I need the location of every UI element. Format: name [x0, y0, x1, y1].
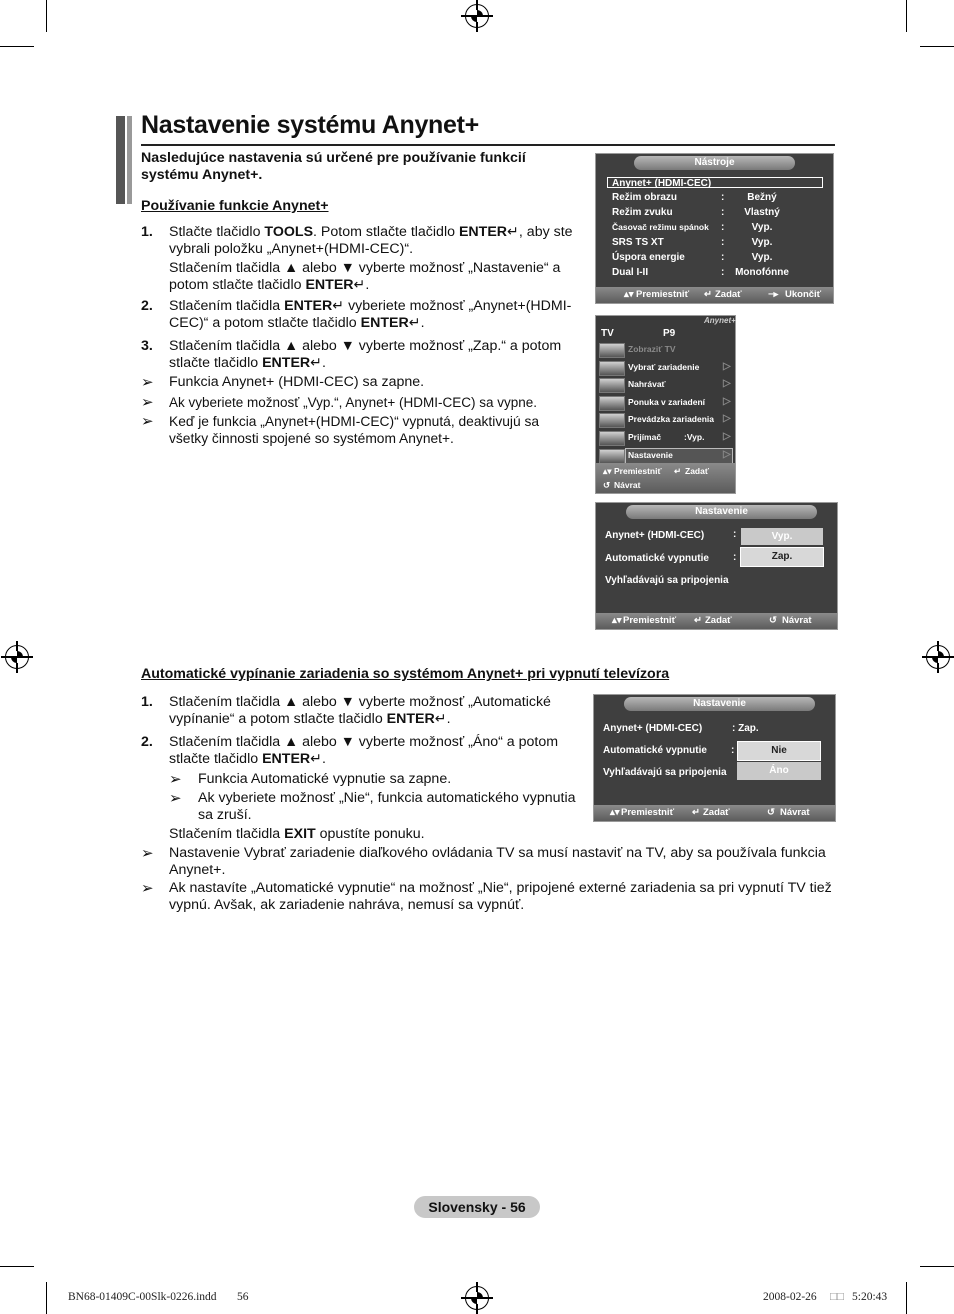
chevron-right-icon: ▷ — [723, 431, 731, 442]
section2-note: Ak nastavíte „Automatické vypnutie“ na možnosť „Nie“, pripojené externé zariadenia sa pri vypnutí TV tiež vypnú. Avšak, ak zariadenie nahráva, nemusí sa vypnúť. — [169, 880, 832, 913]
anynet-menu-item[interactable]: Ponuka v zariadení — [628, 396, 705, 407]
chevron-right-icon: ▷ — [723, 395, 731, 407]
enter-icon: ↵ — [353, 277, 366, 293]
enter-icon: ↵ — [704, 289, 712, 300]
enter-icon: ↵ — [332, 298, 345, 314]
osd-value-selected[interactable]: Zap. — [740, 547, 824, 567]
exit-icon: −▸ — [768, 289, 779, 300]
osd-row-colon: : — [721, 222, 725, 233]
osd-row-label: Anynet+ (HDMI-CEC) — [603, 723, 703, 734]
osd-row-value: Monofónne — [735, 267, 789, 278]
note-arrow-icon: ➢ — [141, 374, 154, 391]
note-arrow-icon: ➢ — [141, 845, 154, 862]
section2-step1: Stlačením tlačidla ▲ alebo ▼ vyberte možnosť „Automatické vypínanie“ a potom stlačte tlačidlo ENTER↵. — [169, 694, 551, 727]
crop-mark — [46, 0, 47, 32]
osd-row-label[interactable]: Vyhľadávajú sa pripojenia — [605, 575, 729, 586]
chevron-right-icon: ▷ — [723, 378, 731, 390]
osd-row-value: Vyp. — [751, 237, 773, 248]
note-arrow-icon: ➢ — [141, 394, 154, 411]
device-thumbnail-icon — [599, 378, 625, 393]
device-thumbnail-icon — [599, 361, 625, 376]
enter-icon: ↵ — [434, 711, 447, 727]
step-number: 2. — [141, 298, 153, 314]
section1-step1-cont: Stlačením tlačidla ▲ alebo ▼ vyberte možnosť „Nastavenie“ a potom stlačte tlačidlo ENTER↵. — [169, 260, 561, 293]
osd-channel: P9 — [663, 328, 676, 339]
registration-mark-icon — [926, 645, 950, 669]
section1-step2: Stlačením tlačidla ENTER↵ vyberiete možnosť „Anynet+(HDMI-CEC)“ a potom stlačte tlačidlo ENTER↵. — [169, 298, 572, 331]
osd-row-value: Bežný — [747, 192, 777, 203]
step-number: 1. — [141, 694, 153, 710]
device-thumbnail-icon — [599, 413, 625, 428]
osd-row-value: : Zap. — [732, 723, 759, 734]
enter-icon: ↵ — [674, 466, 682, 476]
page-number-badge: Slovensky - 56 — [414, 1196, 540, 1218]
section2-subnote: Ak vyberiete možnosť „Nie“, funkcia automatického vypnutia sa zruší. — [198, 790, 576, 823]
osd-footer: ▴▾ Premiestniť ↵ Zadať ↺ Návrat — [596, 613, 837, 629]
osd-row-colon: : — [721, 252, 725, 263]
enter-icon: ↵ — [310, 355, 323, 371]
section1-note: Keď je funkcia „Anynet+(HDMI-CEC)“ vypnutá, deaktivujú sa všetky činnosti spojené so systémom Anynet+. — [169, 414, 540, 446]
print-footer-marks: □□ — [830, 1291, 844, 1303]
section1-step3: Stlačením tlačidla ▲ alebo ▼ vyberte možnosť „Zap.“ a potom stlačte tlačidlo ENTER↵. — [169, 338, 562, 371]
device-thumbnail-icon — [599, 343, 625, 358]
crop-mark — [0, 46, 34, 47]
anynet-menu-item[interactable]: Prevádzka zariadenia — [628, 414, 714, 425]
osd-anynet-menu — [595, 315, 736, 494]
anynet-logo-icon: Anynet+ — [704, 316, 736, 325]
crop-mark — [920, 46, 954, 47]
note-arrow-icon: ➢ — [169, 771, 182, 788]
move-icon: ▴▾ — [612, 615, 622, 626]
section2-subnote: Funkcia Automatické vypnutie sa zapne. — [198, 771, 452, 787]
receiver-value: :Vyp. — [684, 432, 705, 442]
enter-icon: ↵ — [310, 751, 323, 767]
section1-step1: Stlačte tlačidlo TOOLS. Potom stlačte tlačidlo ENTER↵, aby ste vybrali položku „Anynet+(HDMI-CEC)“. — [169, 224, 573, 257]
osd-row-label: Automatické vypnutie — [603, 745, 707, 756]
return-icon: ↺ — [769, 615, 777, 626]
osd-tools-menu — [595, 153, 834, 304]
osd-setup-menu: Nastavenie Anynet+ (HDMI-CEC) : Zap. Automatické vypnutie : Nie Vyhľadávajú sa pripojenia Áno ▴▾ Premiestniť ↵ Zadať ↺ Návrat — [593, 694, 836, 822]
osd-row-label[interactable]: Režim zvuku — [612, 207, 673, 218]
crop-mark — [906, 0, 907, 32]
osd-tv-label: TV — [601, 328, 614, 339]
print-footer-page: 56 — [237, 1291, 249, 1303]
section2-heading: Automatické vypínanie zariadenia so systémom Anynet+ pri vypnutí televízora — [141, 666, 670, 682]
anynet-menu-item[interactable]: Vybrať zariadenie — [628, 361, 700, 372]
osd-row-colon: : — [721, 192, 725, 203]
osd-header: Nástroje — [634, 156, 795, 170]
section1-heading: Používanie funkcie Anynet+ — [141, 198, 329, 214]
device-thumbnail-icon — [599, 431, 625, 446]
osd-row-label[interactable]: SRS TS XT — [612, 237, 664, 248]
osd-footer: ▴▾ Premiestniť ↵ Zadať ↺ Návrat — [594, 805, 835, 821]
enter-icon: ↵ — [694, 615, 702, 626]
print-footer-date: 2008-02-26 — [763, 1291, 817, 1303]
osd-row-label[interactable]: Režim obrazu — [612, 192, 678, 203]
osd-row-label: Anynet+ (HDMI-CEC) — [605, 530, 705, 541]
osd-row-label: Automatické vypnutie — [605, 553, 709, 564]
registration-mark-icon — [465, 4, 489, 28]
osd-row-label[interactable]: Časovač režimu spánok — [612, 222, 709, 232]
chevron-right-icon: ▷ — [723, 413, 731, 425]
osd-row-colon: : — [721, 207, 725, 218]
crop-mark — [0, 1266, 34, 1267]
intro-text: Nasledujúce nastavenia sú určené pre používanie funkcií systému Anynet+. — [141, 150, 526, 183]
device-thumbnail-icon — [599, 396, 625, 411]
anynet-menu-item[interactable]: Nastavenie — [628, 449, 673, 460]
device-thumbnail-icon — [599, 449, 625, 464]
osd-row-label[interactable]: Úspora energie — [612, 252, 685, 263]
section1-note: Ak vyberiete možnosť „Vyp.“, Anynet+ (HDMI-CEC) sa vypne. — [169, 395, 538, 410]
return-icon: ↺ — [767, 807, 775, 818]
step-number: 3. — [141, 338, 153, 354]
osd-value-box[interactable]: Vyp. — [741, 528, 823, 545]
osd-row-colon: : — [721, 237, 725, 248]
crop-mark — [920, 1266, 954, 1267]
registration-mark-icon — [5, 645, 29, 669]
osd-header: Nastavenie — [624, 697, 815, 711]
step-number: 2. — [141, 734, 153, 750]
osd-row-value: Vyp. — [751, 222, 773, 233]
osd-row-label: Vyhľadávajú sa pripojenia — [603, 767, 727, 778]
osd-row-value: Vyp. — [751, 252, 773, 263]
anynet-menu-item[interactable]: Nahrávať — [628, 379, 666, 390]
osd-setup-menu: Nastavenie Anynet+ (HDMI-CEC) : Vyp. Automatické vypnutie : Zap. Vyhľadávajú sa pripojenia ▴▾ Premiestniť ↵ Zadať ↺ Návrat — [595, 502, 838, 630]
move-icon: ▴▾ — [624, 289, 634, 300]
osd-value-selected[interactable]: Nie — [737, 741, 821, 761]
note-arrow-icon: ➢ — [141, 413, 154, 430]
osd-row-value: Vlastný — [744, 207, 780, 218]
return-icon: ↺ — [603, 480, 611, 490]
move-icon: ▴▾ — [603, 466, 612, 476]
title-rule — [141, 144, 835, 146]
section1-note: Funkcia Anynet+ (HDMI-CEC) sa zapne. — [169, 374, 425, 390]
step-number: 1. — [141, 224, 153, 240]
osd-row-label[interactable]: Dual I-II — [612, 267, 649, 278]
section2-step2: Stlačením tlačidla ▲ alebo ▼ vyberte možnosť „Áno“ a potom stlačte tlačidlo ENTER↵. — [169, 734, 559, 767]
print-footer-time: 5:20:43 — [852, 1291, 888, 1303]
chevron-right-icon: ▷ — [723, 360, 731, 372]
enter-icon: ↵ — [408, 315, 421, 331]
title-accent-bar — [116, 116, 125, 204]
section2-exit: Stlačením tlačidla EXIT opustíte ponuku. — [169, 826, 425, 842]
osd-header: Nastavenie — [626, 505, 817, 519]
osd-selected-item[interactable]: Anynet+ (HDMI-CEC) — [607, 177, 823, 188]
anynet-menu-item[interactable]: Zobraziť TV — [628, 344, 676, 354]
osd-value-box[interactable]: Áno — [737, 762, 821, 780]
enter-icon: ↵ — [692, 807, 700, 818]
print-footer-file: BN68-01409C-00Slk-0226.indd — [68, 1291, 217, 1303]
anynet-menu-item[interactable]: Prijímač — [628, 432, 662, 442]
section2-note: Nastavenie Vybrať zariadenie diaľkového ovládania TV sa musí nastaviť na TV, aby sa používala funkcia Anynet+. — [169, 845, 826, 878]
crop-mark — [906, 1282, 907, 1314]
crop-mark — [46, 1282, 47, 1314]
osd-row-colon: : — [721, 267, 725, 278]
move-icon: ▴▾ — [610, 807, 620, 818]
osd-footer: ▴▾ Premiestniť ↵ Zadať ↺ Návrat — [596, 463, 735, 493]
chevron-right-icon: ▷ — [723, 448, 731, 460]
page-title: Nastavenie systému Anynet+ — [141, 111, 479, 139]
registration-mark-icon — [465, 1286, 489, 1310]
osd-footer: ▴▾ Premiestniť ↵ Zadať −▸ Ukončiť — [596, 287, 833, 303]
enter-icon: ↵ — [507, 224, 519, 240]
note-arrow-icon: ➢ — [141, 880, 154, 897]
title-accent-bar — [127, 116, 132, 204]
note-arrow-icon: ➢ — [169, 790, 182, 807]
